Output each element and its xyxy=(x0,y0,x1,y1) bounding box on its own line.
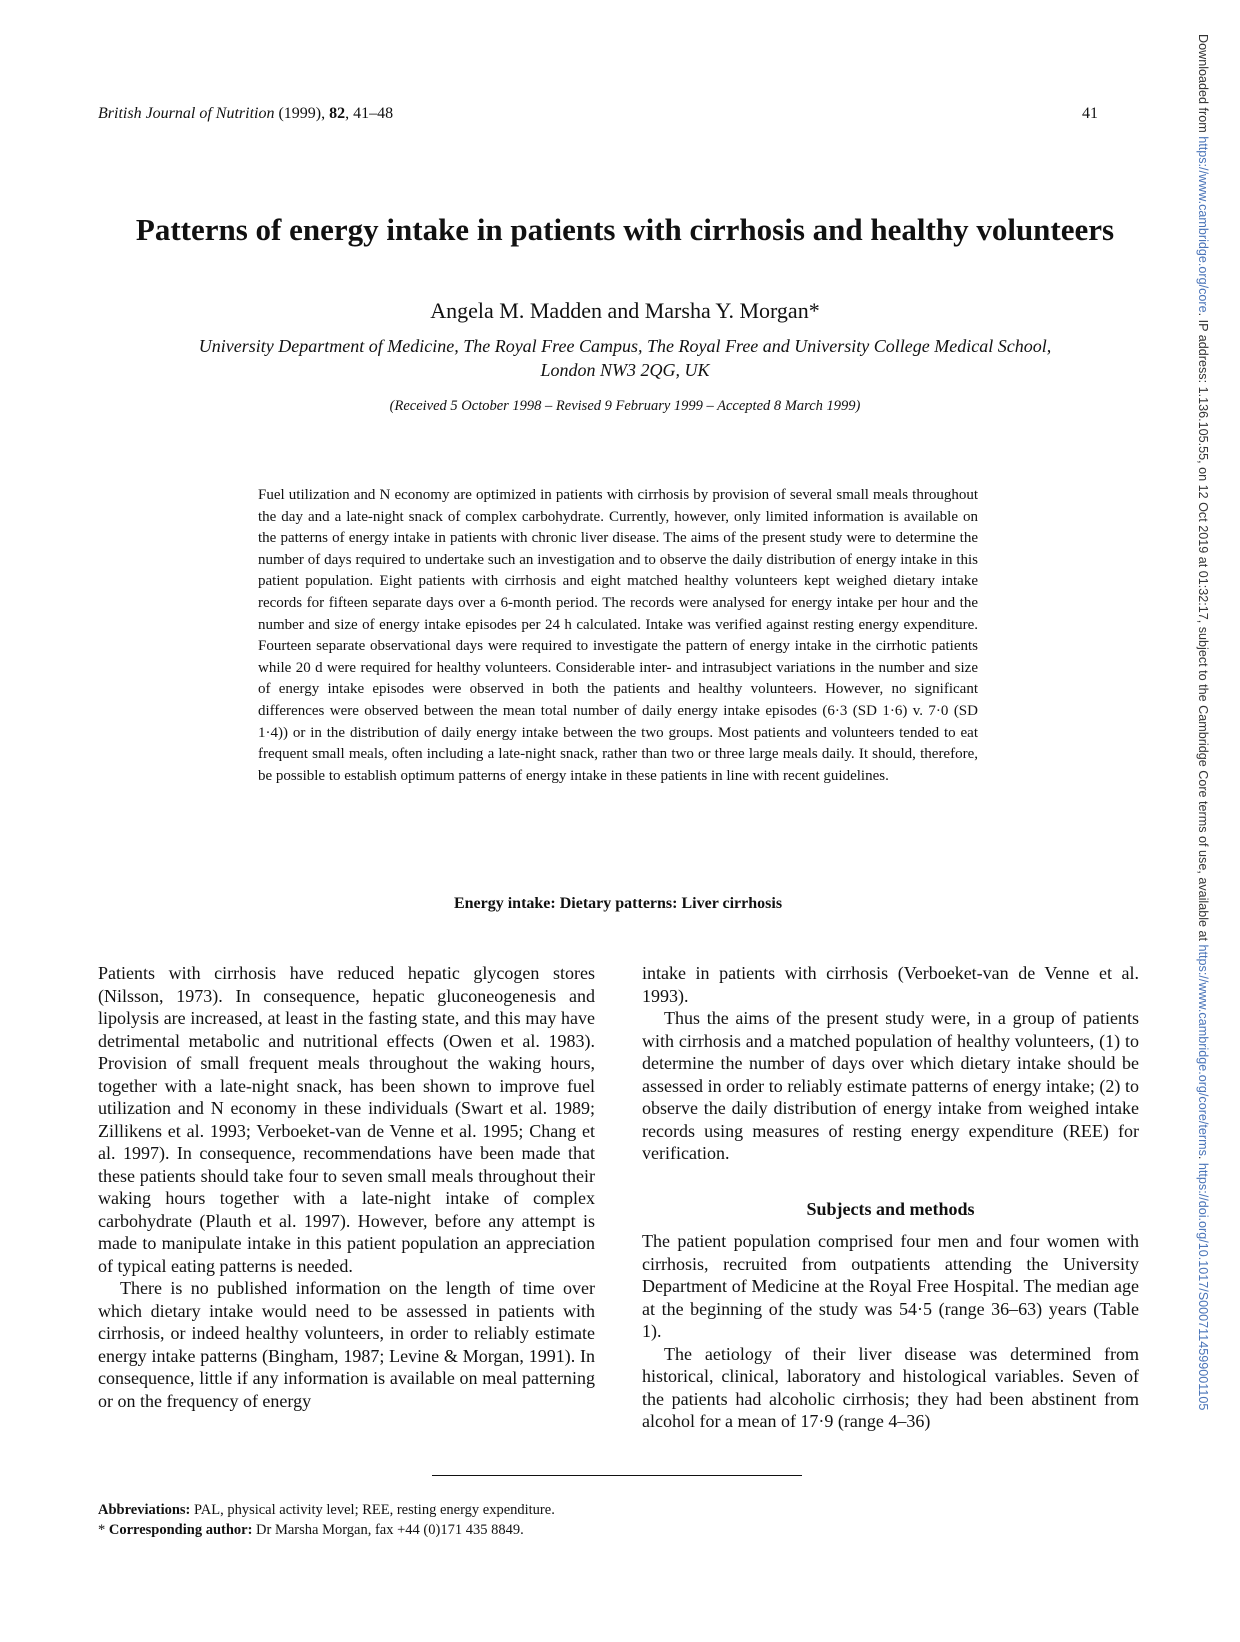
authors: Angela M. Madden and Marsha Y. Morgan* xyxy=(430,298,820,323)
journal-name: British Journal of Nutrition xyxy=(98,105,275,122)
paragraph: There is no published information on the length of time over which dietary intake would need to be assessed in patients with cirrhosis, or indeed healthy volunteers, in order to reliably estimate energy intake patterns (Bingham, 1987; Levine & Morgan, 1991). In consequence, little if any information is available on meal patterning or on the frequency of energy xyxy=(98,1278,595,1411)
asterisk: * xyxy=(98,1522,109,1538)
section-heading: Subjects and methods xyxy=(806,1198,975,1219)
journal-year: (1999), xyxy=(278,105,326,122)
body-column-left xyxy=(98,962,595,1412)
affiliation-line-2: London NW3 2QG, UK xyxy=(540,360,710,380)
affiliation-line-1: University Department of Medicine, The Royal Free Campus, The Royal Free and University College Medical School, xyxy=(198,336,1052,356)
footnote-divider xyxy=(432,1475,802,1476)
journal-volume: 82 xyxy=(329,105,346,122)
footnote-label: Corresponding author: xyxy=(108,1522,253,1538)
page-number: 41 xyxy=(1082,105,1098,122)
footnote-corresponding xyxy=(98,1520,555,1540)
footnote-abbreviations xyxy=(98,1500,555,1520)
cambridge-core-link[interactable]: https://www.cambridge.org/core xyxy=(1196,136,1210,313)
journal-pages: , 41–48 xyxy=(345,105,394,122)
keywords: Energy intake: Dietary patterns: Liver cirrhosis xyxy=(453,895,783,912)
paragraph: Thus the aims of the present study were, in a group of patients with cirrhosis and a matched population of healthy volunteers, (1) to determine the number of days over which dietary intake should be assessed in order to reliably estimate patterns of energy intake; (2) to observe the daily distribution of energy intake from weighed intake records using measures of resting energy expenditure (REE) for verification. xyxy=(642,1008,1139,1163)
notice-text: . xyxy=(1196,1155,1210,1163)
body-column-right xyxy=(642,962,1139,1433)
notice-text: . IP address: 1.136.105.55, on 12 Oct 2019 at 01:32:17, subject to the Cambridge Core terms of use, available at xyxy=(1196,312,1210,945)
doi-link[interactable]: https://doi.org/10.1017/S0007114599001105 xyxy=(1196,1162,1210,1411)
paragraph: The patient population comprised four men and four women with cirrhosis, recruited from outpatients attending the University Department of Medicine at the Royal Free Hospital. The median age at the beginning of the study was 54·5 (range 36–63) years (Table 1). xyxy=(642,1231,1139,1341)
paragraph: intake in patients with cirrhosis (Verboeket-van de Venne et al. 1993). xyxy=(642,963,1139,1006)
download-notice-sidebar xyxy=(1190,34,1210,1594)
footnote-text: PAL, physical activity level; REE, resting energy expenditure. xyxy=(190,1502,555,1518)
abstract: Fuel utilization and N economy are optimized in patients with cirrhosis by provision of several small meals throughout the day and a late-night snack of complex carbohydrate. Currently, however, only limited information is available on the patterns of energy intake in patients with chronic liver disease. The aims of the present study were to determine the number of days required to undertake such an investigation and to observe the daily distribution of energy intake in this patient population. Eight patients with cirrhosis and eight matched healthy volunteers kept weighed dietary intake records for fifteen separate days over a 6-month period. The records were analysed for energy intake per hour and the number and size of energy intake episodes per 24 h calculated. Intake was verified against resting energy expenditure. Fourteen separate observational days were required to investigate the pattern of energy intake in the cirrhotic patients while 20 d were required for healthy volunteers. Considerable inter- and intrasubject variations in the number and size of energy intake episodes were observed in both the patients and healthy volunteers. However, no significant differences were observed between the mean total number of daily energy intake episodes (6·3 (SD 1·6) v. 7·0 (SD 1·4)) or in the distribution of daily energy intake between the two groups. Most patients and volunteers tended to eat frequent small meals, often including a late-night snack, rather than two or three large meals daily. It should, therefore, be possible to establish optimum patterns of energy intake in these patients in line with recent guidelines. xyxy=(258,487,978,784)
footnote-label: Abbreviations: xyxy=(98,1502,191,1518)
footnote-text: Dr Marsha Morgan, fax +44 (0)171 435 8849. xyxy=(252,1522,524,1538)
affiliation xyxy=(60,334,1190,382)
paragraph: The aetiology of their liver disease was determined from historical, clinical, laboratory and histological variables. Seven of the patients had alcoholic cirrhosis; they had been abstinent from alcohol for a mean of 17·9 (range 4–36) xyxy=(642,1343,1139,1431)
notice-text: Downloaded from xyxy=(1196,34,1210,137)
article-title: Patterns of energy intake in patients with cirrhosis and healthy volunteers xyxy=(135,212,1115,247)
journal-citation xyxy=(98,105,393,123)
download-notice xyxy=(1196,34,1210,1410)
footnotes xyxy=(98,1500,555,1540)
terms-link[interactable]: https://www.cambridge.org/core/terms xyxy=(1196,944,1210,1156)
received-dates: (Received 5 October 1998 – Revised 9 February 1999 – Accepted 8 March 1999) xyxy=(389,398,861,414)
paragraph: Patients with cirrhosis have reduced hepatic glycogen stores (Nilsson, 1973). In consequence, hepatic gluconeogenesis and lipolysis are increased, at least in the fasting state, and this may have detrimental metabolic and nutritional effects (Owen et al. 1983). Provision of small frequent meals throughout the waking hours, together with a late-night snack, has been shown to improve fuel utilization and N economy in these individuals (Swart et al. 1989; Zillikens et al. 1993; Verboeket-van de Venne et al. 1995; Chang et al. 1997). In consequence, recommendations have been made that these patients should take four to seven small meals throughout their waking hours together with a late-night intake of complex carbohydrate (Plauth et al. 1997). However, before any attempt is made to manipulate intake in this patient population an appreciation of typical eating patterns is needed. xyxy=(98,963,595,1276)
